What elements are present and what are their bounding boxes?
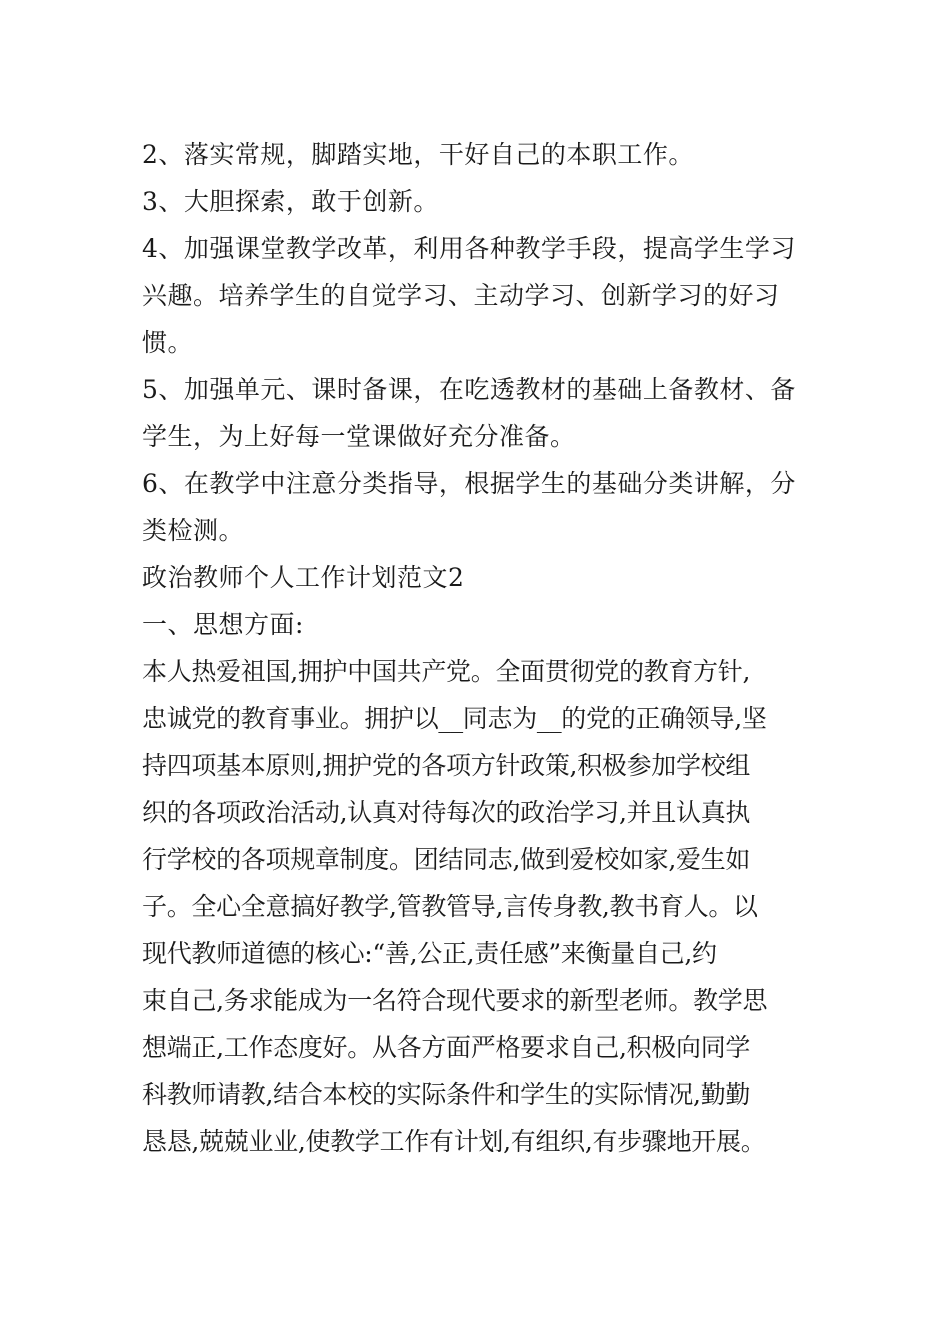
text-line: 6、在教学中注意分类指导，根据学生的基础分类讲解，分 — [142, 469, 796, 498]
document-body — [142, 131, 812, 1165]
text-line: 恳恳,兢兢业业,使教学工作有计划,有组织,有步骤地开展。 — [142, 1127, 766, 1156]
text-line: 本人热爱祖国,拥护中国共产党。全面贯彻党的教育方针, — [142, 657, 751, 686]
text-line: 忠诚党的教育事业。拥护以__同志为__的党的正确领导,坚 — [142, 704, 767, 733]
subsection-heading: 一、思想方面: — [142, 610, 304, 639]
text-line: 束自己,务求能成为一名符合现代要求的新型老师。教学思 — [142, 986, 768, 1015]
section-title: 政治教师个人工作计划范文2 — [142, 563, 465, 592]
text-line: 想端正,工作态度好。从各方面严格要求自己,积极向同学 — [142, 1033, 751, 1062]
text-line: 现代教师道德的核心:“善,公正,责任感”来衡量自己,约 — [142, 939, 717, 968]
text-line: 持四项基本原则,拥护党的各项方针政策,积极参加学校组 — [142, 751, 751, 780]
text-line: 科教师请教,结合本校的实际条件和学生的实际情况,勤勤 — [142, 1080, 751, 1109]
text-line: 惯。 — [142, 328, 194, 357]
text-line: 2、落实常规，脚踏实地，干好自己的本职工作。 — [142, 140, 694, 169]
text-line: 子。全心全意搞好教学,管教管导,言传身教,教书育人。以 — [142, 892, 758, 921]
text-line: 类检测。 — [142, 516, 245, 545]
text-line: 4、加强课堂教学改革，利用各种教学手段，提高学生学习 — [142, 234, 796, 263]
text-line: 5、加强单元、课时备课，在吃透教材的基础上备教材、备 — [142, 375, 796, 404]
text-line: 学生，为上好每一堂课做好充分准备。 — [142, 422, 576, 451]
text-line: 织的各项政治活动,认真对待每次的政治学习,并且认真执 — [142, 798, 751, 827]
text-line: 行学校的各项规章制度。团结同志,做到爱校如家,爱生如 — [142, 845, 751, 874]
text-line: 兴趣。培养学生的自觉学习、主动学习、创新学习的好习 — [142, 281, 780, 310]
text-line: 3、大胆探索，敢于创新。 — [142, 187, 439, 216]
